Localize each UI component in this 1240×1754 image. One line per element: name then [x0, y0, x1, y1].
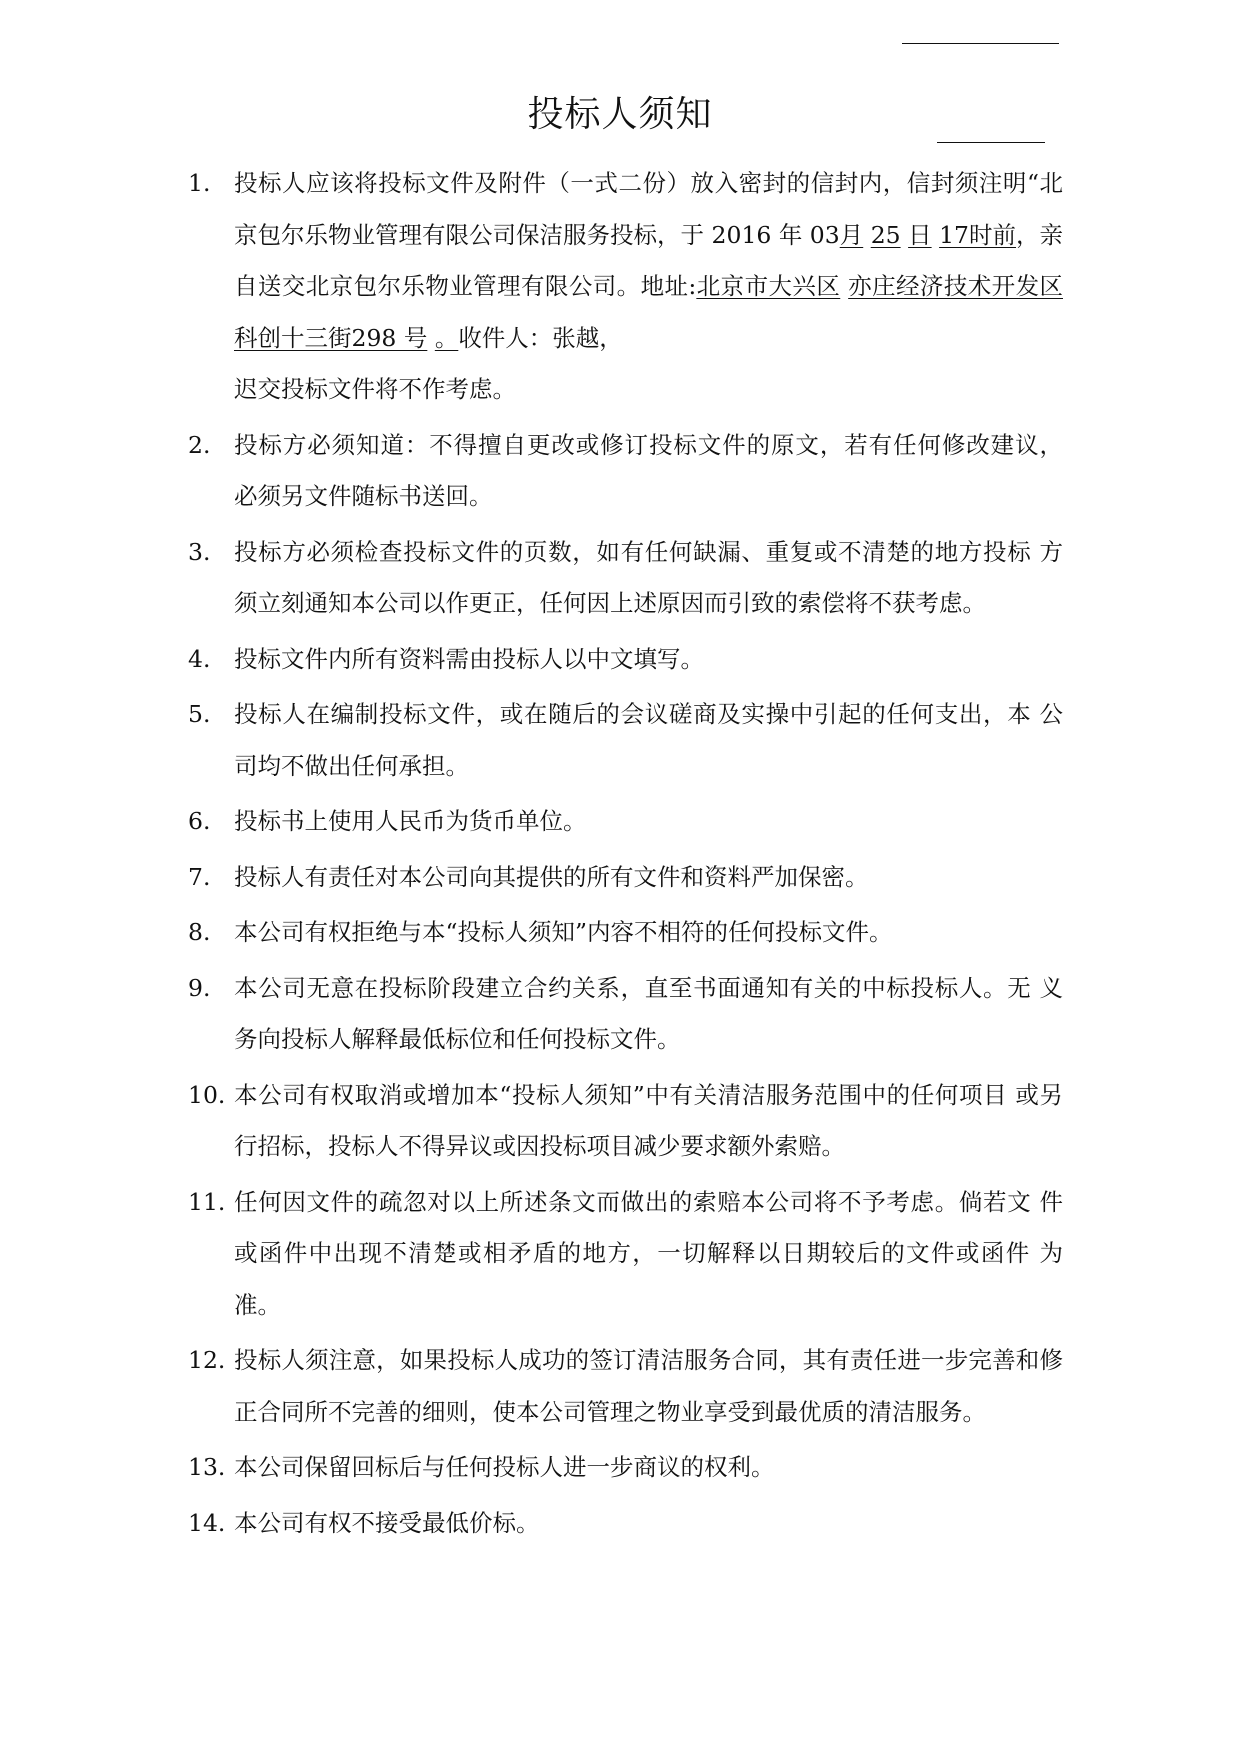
document-title: 投标人须知 [527, 94, 713, 135]
space [901, 221, 908, 249]
item-number: 11. [188, 1187, 226, 1216]
list-item-4 [188, 634, 1063, 686]
list-item-2 [188, 420, 1063, 523]
list-item-3 [188, 527, 1063, 630]
underlined-address-street: 亦庄经济技术开发区科创十三街298 号 [234, 272, 1063, 352]
space [840, 272, 848, 300]
item-text: 本公司无意在投标阶段建立合约关系，直至书面通知有关的中标投标人。无 义务向投标人解释最低标位和任何投标文件。 [234, 973, 1063, 1053]
list-item-9 [188, 963, 1063, 1066]
late-submission-note: 迟交投标文件将不作考虑。 [234, 375, 516, 403]
item-text: 投标方必须知道：不得擅自更改或修订投标文件的原文，若有任何修改建议， 必须另文件随标书送回。 [234, 430, 1063, 510]
list-item-1 [188, 158, 1063, 416]
list-item-13 [188, 1442, 1063, 1494]
list-item-5 [188, 689, 1063, 792]
list-item-14 [188, 1498, 1063, 1550]
item-number: 2. [188, 430, 211, 459]
list-item-12 [188, 1335, 1063, 1438]
underlined-address-district: 北京市大兴区 [696, 272, 841, 300]
item-number: 10. [188, 1080, 226, 1109]
item-text: 本公司有权取消或增加本“投标人须知”中有关清洁服务范围中的任何项目 或另行招标，投标人不得异议或因投标项目减少要求额外索赔。 [234, 1080, 1063, 1160]
item-number: 4. [188, 644, 211, 673]
item-text: 投标方必须检查投标文件的页数，如有任何缺漏、重复或不清楚的地方投标 方须立刻通知本公司以作更正，任何因上述原因而引致的索偿将不获考虑。 [234, 537, 1063, 617]
item-number: 9. [188, 973, 211, 1002]
item-text: 任何因文件的疏忽对以上所述条文而做出的索赔本公司将不予考虑。倘若文 件或函件中出现不清楚或相矛盾的地方，一切解释以日期较后的文件或函件 为准。 [234, 1187, 1063, 1319]
list-item-11 [188, 1177, 1063, 1332]
item-number: 6. [188, 807, 211, 835]
item-number: 1. [188, 169, 211, 197]
item-text: 投标书上使用人民币为货币单位。 [234, 807, 587, 835]
item-text: 投标文件内所有资料需由投标人以中文填写。 [234, 644, 704, 673]
underlined-before: 时前 [969, 220, 1017, 249]
list-item-6 [188, 796, 1063, 848]
recipient-text: 收件人：张越， [458, 323, 623, 352]
underlined-day: 日 [908, 220, 932, 249]
item-text: 本公司有权拒绝与本“投标人须知”内容不相符的任何投标文件。 [234, 918, 893, 946]
underlined-month: 月 [839, 220, 864, 249]
underlined-address-end: 。 [434, 323, 459, 352]
item-text: 本公司保留回标后与任何投标人进一步商议的权利。 [234, 1453, 775, 1481]
space [863, 221, 870, 249]
underlined-day-number: 25 [870, 220, 901, 249]
header-rule-short [937, 142, 1045, 143]
item-number: 13. [188, 1453, 226, 1481]
item-number: 12. [188, 1346, 226, 1374]
item-text: 投标人有责任对本公司向其提供的所有文件和资料严加保密。 [234, 862, 869, 891]
item-number: 3. [188, 537, 211, 566]
item-text: 投标人须注意，如果投标人成功的签订清洁服务合同，其有责任进一步完善和修正合同所不完善的细则，使本公司管理之物业享受到最优质的清洁服务。 [234, 1346, 1063, 1426]
space [932, 221, 939, 249]
item-number: 7. [188, 862, 211, 891]
list-item-8 [188, 907, 1063, 959]
underlined-hour: 17 [939, 220, 969, 249]
item-text: 投标人在编制投标文件，或在随后的会议磋商及实操中引起的任何支出，本 公司均不做出任何承担。 [234, 700, 1063, 780]
item-text: ，亲自送交北京包尔乐物业管理有限公司。地址: [234, 220, 1064, 300]
item-text: 投标人应该将投标文件及附件（一式二份）放入密封的信封内，信封须注明“北京包尔乐物业管理有限公司保洁服务投标，于 2016 年 03 [234, 169, 1063, 249]
item-number: 8. [188, 918, 211, 946]
item-number: 14. [188, 1508, 226, 1537]
space [427, 324, 434, 352]
item-text: 本公司有权不接受最低价标。 [234, 1508, 540, 1537]
item-number: 5. [188, 700, 211, 728]
header-rule-top [902, 43, 1059, 44]
notice-list [188, 158, 1063, 1549]
list-item-10 [188, 1070, 1063, 1173]
list-item-7 [188, 852, 1063, 904]
